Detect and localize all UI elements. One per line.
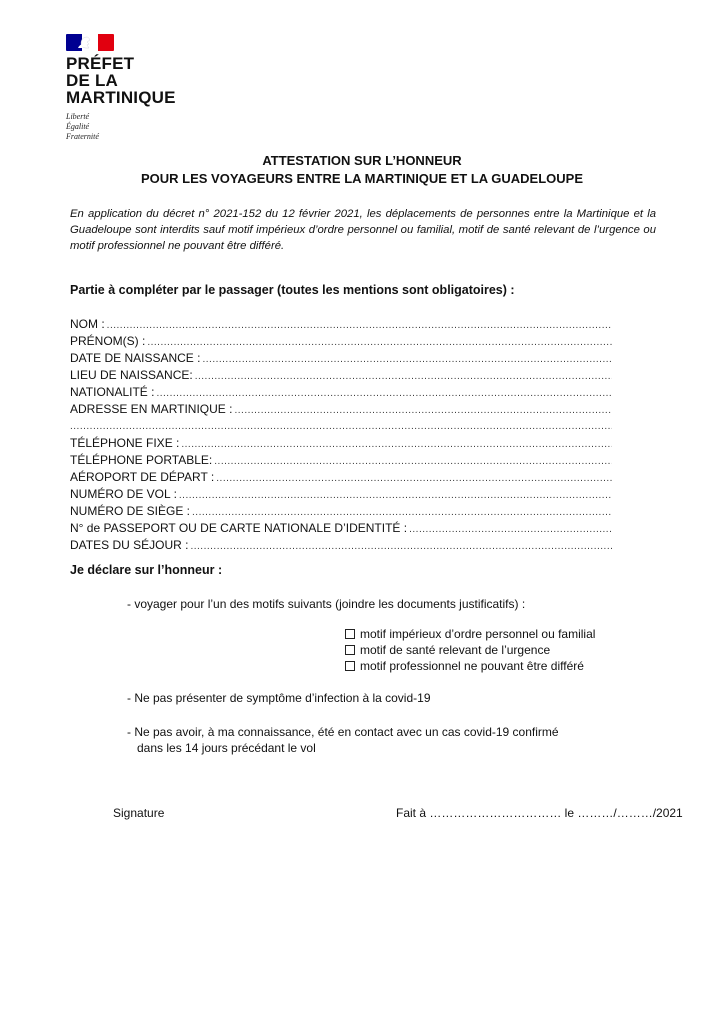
statement-no-contact-line-1: - Ne pas avoir, à ma connaissance, été en contact avec un cas covid-19 confirmé: [127, 725, 559, 739]
motto-egalite: Égalité: [66, 122, 90, 131]
fill-in-line[interactable]: [234, 402, 612, 419]
field-telephone-portable[interactable]: [70, 452, 612, 469]
field-telephone-fixe[interactable]: [70, 435, 612, 452]
signature-label: Signature: [113, 806, 165, 820]
field-label: DATE DE NAISSANCE :: [70, 351, 201, 365]
checkbox-icon[interactable]: [345, 661, 355, 671]
tricolor-flag-icon: [66, 34, 114, 51]
field-nationalite[interactable]: [70, 384, 612, 401]
fill-in-line[interactable]: [70, 418, 612, 435]
field-label: DATES DU SÉJOUR :: [70, 538, 189, 552]
motifs-intro: - voyager pour l’un des motifs suivants (joindre les documents justificatifs) :: [127, 597, 526, 611]
intro-paragraph: En application du décret n° 2021-152 du 12 février 2021, les déplacements de personnes entre la Martinique et la Guadeloupe sont interdits sauf motif impérieux d’ordre personnel ou familial, motif de santé relevant de l’urgence ou motif professionnel ne pouvant être différé.: [70, 208, 656, 252]
field-numero-siege[interactable]: [70, 503, 612, 520]
motif-label: motif impérieux d’ordre personnel ou familial: [360, 627, 596, 641]
prefet-line-3: MARTINIQUE: [66, 88, 176, 107]
flag-red-band: [98, 34, 114, 51]
motif-label: motif de santé relevant de l’urgence: [360, 643, 551, 657]
field-label: LIEU DE NAISSANCE:: [70, 368, 193, 382]
field-label: AÉROPORT DE DÉPART :: [70, 470, 215, 484]
prefet-line-2: DE LA: [66, 71, 118, 90]
place-date-line: Fait à …………………………… le ………/………/2021: [396, 806, 683, 820]
passenger-form: [70, 316, 612, 554]
field-label: TÉLÉPHONE PORTABLE:: [70, 453, 213, 467]
fill-in-line[interactable]: [107, 317, 612, 334]
field-label: TÉLÉPHONE FIXE :: [70, 436, 180, 450]
motto-liberte: Liberté: [66, 112, 90, 121]
field-label: N° de PASSEPORT OU DE CARTE NATIONALE D’IDENTITÉ :: [70, 521, 408, 535]
prefecture-logo: [66, 34, 196, 142]
fill-in-line[interactable]: [409, 521, 612, 538]
field-label: ADRESSE EN MARTINIQUE :: [70, 402, 233, 416]
fill-in-line[interactable]: [156, 385, 612, 402]
field-nom[interactable]: [70, 316, 612, 333]
prefet-title: [66, 55, 196, 106]
field-numero-vol[interactable]: [70, 486, 612, 503]
fill-in-line[interactable]: [181, 436, 612, 453]
statement-no-contact-line-2: dans les 14 jours précédant le vol: [137, 741, 316, 755]
field-lieu-naissance[interactable]: [70, 367, 612, 384]
statement-no-contact: [127, 724, 559, 756]
field-adresse-continued[interactable]: [70, 418, 612, 435]
field-date-naissance[interactable]: [70, 350, 612, 367]
fill-in-line[interactable]: [179, 487, 612, 504]
fill-in-line[interactable]: [147, 334, 612, 351]
checkbox-icon[interactable]: [345, 629, 355, 639]
field-label: NUMÉRO DE VOL :: [70, 487, 177, 501]
republic-motto: [66, 112, 196, 142]
field-prenoms[interactable]: [70, 333, 612, 350]
marianne-icon: [78, 36, 92, 49]
statement-no-symptoms: - Ne pas présenter de symptôme d’infection à la covid-19: [127, 691, 431, 705]
motto-fraternite: Fraternité: [66, 132, 99, 141]
checkbox-icon[interactable]: [345, 645, 355, 655]
fill-in-line[interactable]: [192, 504, 612, 521]
fill-in-line[interactable]: [190, 538, 612, 555]
field-label: NATIONALITÉ :: [70, 385, 155, 399]
field-aeroport-depart[interactable]: [70, 469, 612, 486]
prefet-line-1: PRÉFET: [66, 54, 135, 73]
fill-in-line[interactable]: [216, 470, 612, 487]
document-title: [40, 152, 684, 188]
motif-label: motif professionnel ne pouvant être différé: [360, 659, 584, 673]
field-label: NUMÉRO DE SIÈGE :: [70, 504, 191, 518]
motif-checklist: [345, 626, 595, 674]
field-adresse[interactable]: [70, 401, 612, 418]
fill-in-line[interactable]: [214, 453, 612, 470]
title-line-2: POUR LES VOYAGEURS ENTRE LA MARTINIQUE ET LA GUADELOUPE: [140, 171, 584, 186]
field-label: PRÉNOM(S) :: [70, 334, 146, 348]
field-dates-sejour[interactable]: [70, 537, 612, 554]
motif-option-professionnel[interactable]: [345, 658, 595, 674]
motif-option-personnel[interactable]: [345, 626, 595, 642]
title-line-1: ATTESTATION SUR L’HONNEUR: [262, 153, 462, 168]
passenger-section-header: Partie à compléter par le passager (toutes les mentions sont obligatoires) :: [70, 283, 515, 297]
field-label: NOM :: [70, 317, 105, 331]
field-passeport-cni[interactable]: [70, 520, 612, 537]
motif-option-sante[interactable]: [345, 642, 595, 658]
fill-in-line[interactable]: [202, 351, 612, 368]
declaration-heading: Je déclare sur l’honneur :: [70, 563, 223, 577]
fill-in-line[interactable]: [195, 368, 612, 385]
